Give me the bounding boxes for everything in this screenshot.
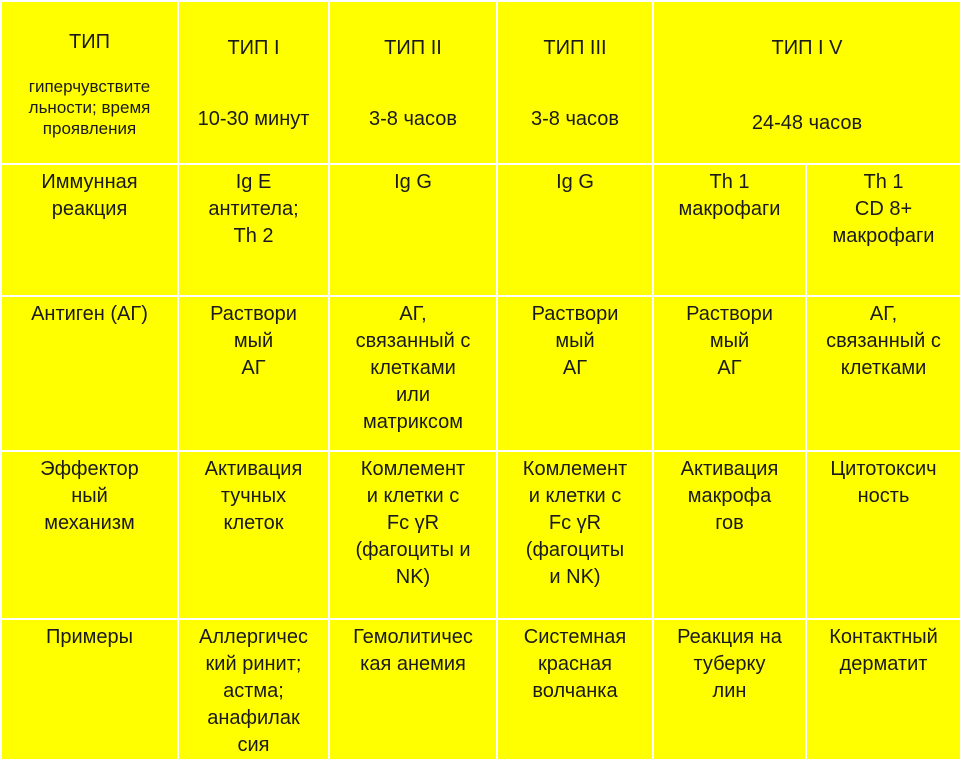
table-cell: Контактный дерматит — [806, 619, 960, 760]
table-cell: Аллергичес кий ринит; астма; анафилак сия — [178, 619, 329, 760]
table-cell: АГ, связанный с клетками — [806, 296, 960, 451]
type-3-header — [497, 1, 653, 164]
table-cell: Ig E антитела; Th 2 — [178, 164, 329, 296]
row-label: Антиген (АГ) — [1, 296, 178, 451]
type-1-name: ТИП I — [227, 37, 280, 59]
row-label: Примеры — [1, 619, 178, 760]
type-2-name: ТИП II — [384, 37, 442, 59]
type-1-header — [178, 1, 329, 164]
immune-reaction-row — [1, 164, 960, 296]
type-label: ТИП — [69, 31, 110, 53]
table-cell: АГ, связанный с клетками или матриксом — [329, 296, 497, 451]
table-cell: Th 1 CD 8+ макрофаги — [806, 164, 960, 296]
type-3-name: ТИП III — [543, 37, 607, 59]
table-cell: Ig G — [329, 164, 497, 296]
table-cell: Активация тучных клеток — [178, 451, 329, 619]
table-cell: Раствори мый АГ — [653, 296, 806, 451]
table-cell: Раствори мый АГ — [497, 296, 653, 451]
type-4-name: ТИП I V — [771, 37, 843, 59]
type-header-cell — [1, 1, 178, 164]
row-label: Эффектор ный механизм — [1, 451, 178, 619]
examples-row — [1, 619, 960, 760]
table-cell: Комлемент и клетки с Fc γR (фагоциты и NK) — [497, 451, 653, 619]
type-4-header — [653, 1, 960, 164]
table-cell: Гемолитичес кая анемия — [329, 619, 497, 760]
table-cell: Th 1 макрофаги — [653, 164, 806, 296]
table-cell: Цитотоксич ность — [806, 451, 960, 619]
type-2-header — [329, 1, 497, 164]
table-cell: Активация макрофа гов — [653, 451, 806, 619]
table-cell: Ig G — [497, 164, 653, 296]
effector-mechanism-row — [1, 451, 960, 619]
table-cell: Комлемент и клетки с Fc γR (фагоциты и NK) — [329, 451, 497, 619]
type-2-time: 3-8 часов — [369, 108, 457, 130]
table-cell: Раствори мый АГ — [178, 296, 329, 451]
table-cell: Реакция на туберку лин — [653, 619, 806, 760]
type-1-time: 10-30 минут — [197, 108, 310, 130]
antigen-row — [1, 296, 960, 451]
table-cell: Системная красная волчанка — [497, 619, 653, 760]
type-3-time: 3-8 часов — [531, 108, 619, 130]
row-label: Иммунная реакция — [1, 164, 178, 296]
type-sublabel: гиперчувствите льности; время проявления — [28, 77, 151, 138]
header-row — [1, 1, 960, 164]
type-4-time: 24-48 часов — [751, 112, 863, 134]
